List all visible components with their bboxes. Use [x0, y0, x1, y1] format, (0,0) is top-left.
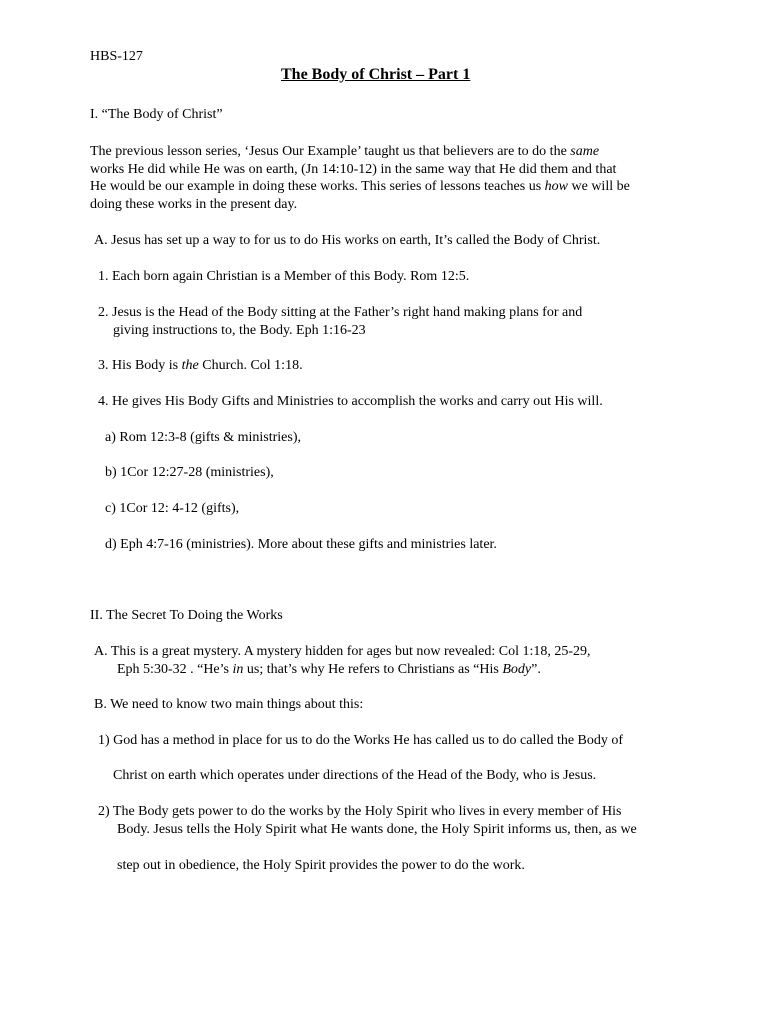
section-2-item-2-line-3: step out in obedience, the Holy Spirit provides the power to do the work. — [117, 858, 525, 873]
section-1-heading: I. “The Body of Christ” — [90, 107, 223, 122]
point-1: 1. Each born again Christian is a Member of this Body. Rom 12:5. — [98, 269, 470, 284]
section-2-item-1-line-2: Christ on earth which operates under directions of the Head of the Body, who is Jesus. — [113, 768, 597, 783]
point-4: 4. He gives His Body Gifts and Ministries to accomplish the works and carry out His will. — [98, 394, 603, 409]
point-3: 3. His Body is the Church. Col 1:18. — [98, 358, 303, 373]
intro-line-4: doing these works in the present day. — [90, 197, 298, 212]
intro-line-1: The previous lesson series, ‘Jesus Our Example’ taught us that believers are to do the same — [90, 144, 600, 159]
intro-line-3: He would be our example in doing these works. This series of lessons teaches us how we will be — [90, 179, 630, 194]
point-4a: a) Rom 12:3-8 (gifts & ministries), — [105, 430, 301, 445]
section-2-point-b: B. We need to know two main things about this: — [94, 697, 364, 712]
section-2-item-2-line-2: Body. Jesus tells the Holy Spirit what He wants done, the Holy Spirit informs us, then, as we — [117, 822, 637, 837]
point-4d: d) Eph 4:7-16 (ministries). More about these gifts and ministries later. — [105, 537, 497, 552]
section-2-point-a-line-1: A. This is a great mystery. A mystery hidden for ages but now revealed: Col 1:18, 25-29, — [94, 644, 591, 659]
section-2-point-a-line-2: Eph 5:30-32 . “He’s in us; that’s why He refers to Christians as “His Body”. — [117, 662, 541, 677]
document-code: HBS-127 — [90, 49, 143, 64]
point-4b: b) 1Cor 12:27-28 (ministries), — [105, 465, 274, 480]
intro-line-2: works He did while He was on earth, (Jn 14:10-12) in the same way that He did them and that — [90, 162, 617, 177]
section-2-item-1-line-1: 1) God has a method in place for us to do the Works He has called us to do called the Body of — [98, 733, 624, 748]
point-a: A. Jesus has set up a way to for us to do His works on earth, It’s called the Body of Christ. — [94, 233, 601, 248]
point-2-line-2: giving instructions to, the Body. Eph 1:16-23 — [113, 323, 366, 338]
section-2-heading: II. The Secret To Doing the Works — [90, 608, 283, 623]
point-4c: c) 1Cor 12: 4-12 (gifts), — [105, 501, 240, 516]
page-title: The Body of Christ – Part 1 — [281, 66, 471, 83]
section-2-item-2-line-1: 2) The Body gets power to do the works by the Holy Spirit who lives in every member of His — [98, 804, 622, 819]
point-2-line-1: 2. Jesus is the Head of the Body sitting at the Father’s right hand making plans for and — [98, 305, 583, 320]
